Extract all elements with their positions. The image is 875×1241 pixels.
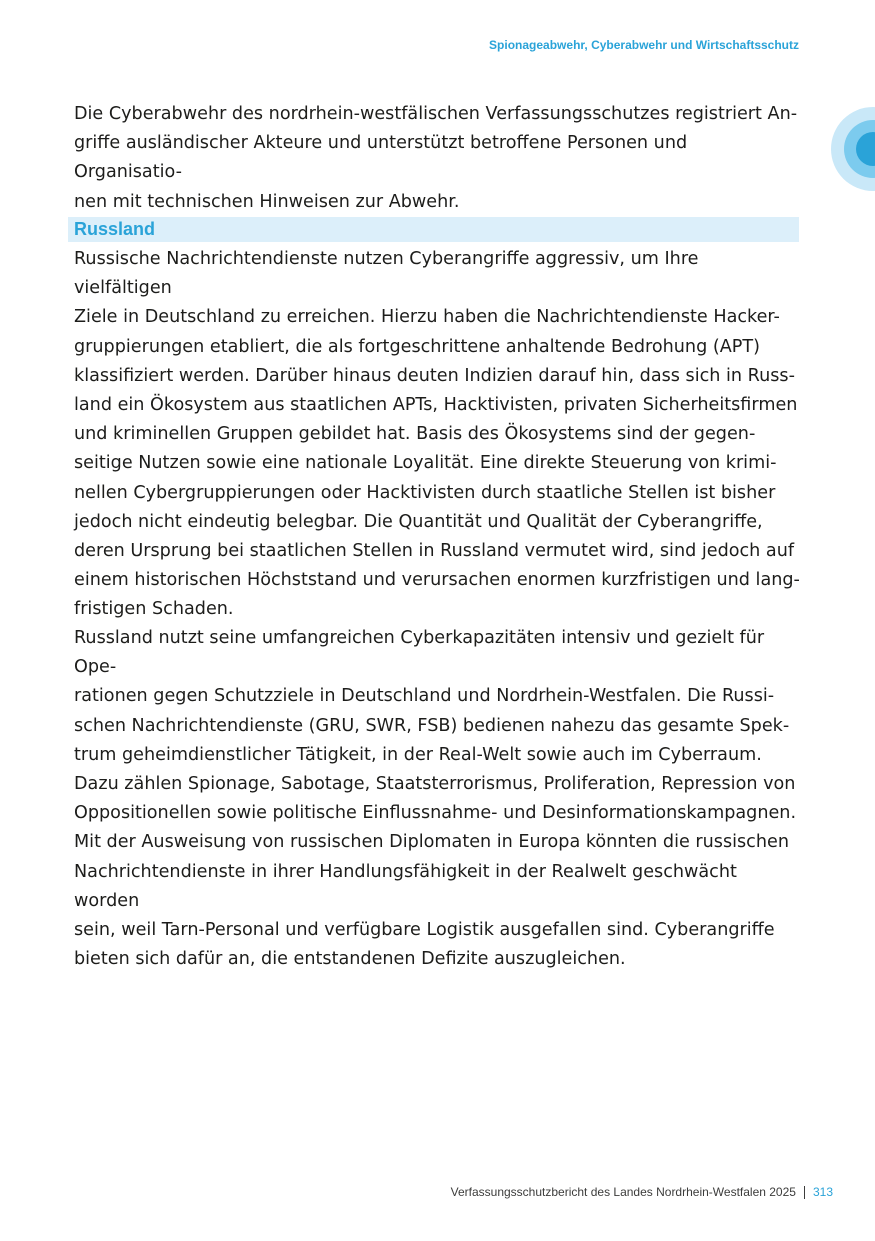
page-footer xyxy=(451,1185,833,1199)
chapter-tab-marker xyxy=(831,107,875,191)
text-line: gruppierungen etabliert, die als fortgeschrittene anhaltende Bedrohung (APT) xyxy=(74,336,760,357)
text-line: sein, weil Tarn-Personal und verfügbare Logistik ausgefallen sind. Cyberangriffe xyxy=(74,920,775,941)
section-heading-bar xyxy=(68,217,799,242)
footer-divider xyxy=(804,1186,805,1199)
text-line: klassifiziert werden. Darüber hinaus deuten Indizien darauf hin, dass sich in Russ- xyxy=(74,365,795,386)
section-heading: Russland xyxy=(74,219,156,239)
text-line: deren Ursprung bei staatlichen Stellen in Russland vermutet wird, sind jedoch auf xyxy=(74,541,795,562)
text-line: griffe ausländischer Akteure und unterstützt betroffene Personen und Organisatio- xyxy=(74,133,688,183)
intro-paragraph xyxy=(74,100,800,217)
text-line: Mit der Ausweisung von russischen Diplomaten in Europa könnten die russischen xyxy=(74,832,789,853)
text-line: einem historischen Höchststand und verursachen enormen kurzfristigen und lang- xyxy=(74,570,800,591)
text-line: Oppositionellen sowie politische Einflussnahme- und Desinformationskampagnen. xyxy=(74,803,797,824)
body-paragraph-2 xyxy=(74,624,800,974)
text-line: Nachrichtendienste in ihrer Handlungsfähigkeit in der Realwelt geschwächt worden xyxy=(74,861,737,911)
text-line: Russland nutzt seine umfangreichen Cyberkapazitäten intensiv und gezielt für Ope- xyxy=(74,628,765,678)
text-line: nellen Cybergruppierungen oder Hacktivisten durch staatliche Stellen ist bisher xyxy=(74,482,776,503)
text-line: nen mit technischen Hinweisen zur Abwehr. xyxy=(74,191,460,212)
text-line: Russische Nachrichtendienste nutzen Cyberangriffe aggressiv, um Ihre vielfältigen xyxy=(74,249,699,299)
page-number: 313 xyxy=(812,1185,833,1199)
running-header: Spionageabwehr, Cyberabwehr und Wirtschaftsschutz xyxy=(489,38,799,52)
text-line: und kriminellen Gruppen gebildet hat. Basis des Ökosystems sind der gegen- xyxy=(74,424,756,445)
text-line: bieten sich dafür an, die entstandenen Defizite auszugleichen. xyxy=(74,949,626,970)
text-line: seitige Nutzen sowie eine nationale Loyalität. Eine direkte Steuerung von krimi- xyxy=(74,453,777,474)
text-line: jedoch nicht eindeutig belegbar. Die Quantität und Qualität der Cyberangriffe, xyxy=(74,511,763,532)
text-line: land ein Ökosystem aus staatlichen APTs, Hacktivisten, privaten Sicherheitsfirmen xyxy=(74,395,798,416)
text-line: rationen gegen Schutzziele in Deutschland und Nordrhein-Westfalen. Die Russi- xyxy=(74,686,775,707)
publication-title: Verfassungsschutzbericht des Landes Nordrhein-Westfalen 2025 xyxy=(450,1185,796,1199)
text-line: fristigen Schaden. xyxy=(74,599,234,620)
body-paragraph-1 xyxy=(74,245,800,625)
text-line: Ziele in Deutschland zu erreichen. Hierzu haben die Nachrichtendienste Hacker- xyxy=(74,307,780,328)
text-line: Die Cyberabwehr des nordrhein-westfälischen Verfassungsschutzes registriert An- xyxy=(74,104,798,124)
text-line: schen Nachrichtendienste (GRU, SWR, FSB) bedienen nahezu das gesamte Spek- xyxy=(74,715,790,736)
text-line: Dazu zählen Spionage, Sabotage, Staatsterrorismus, Proliferation, Repression von xyxy=(74,774,796,795)
text-line: trum geheimdienstlicher Tätigkeit, in der Real-Welt sowie auch im Cyberraum. xyxy=(74,744,762,765)
